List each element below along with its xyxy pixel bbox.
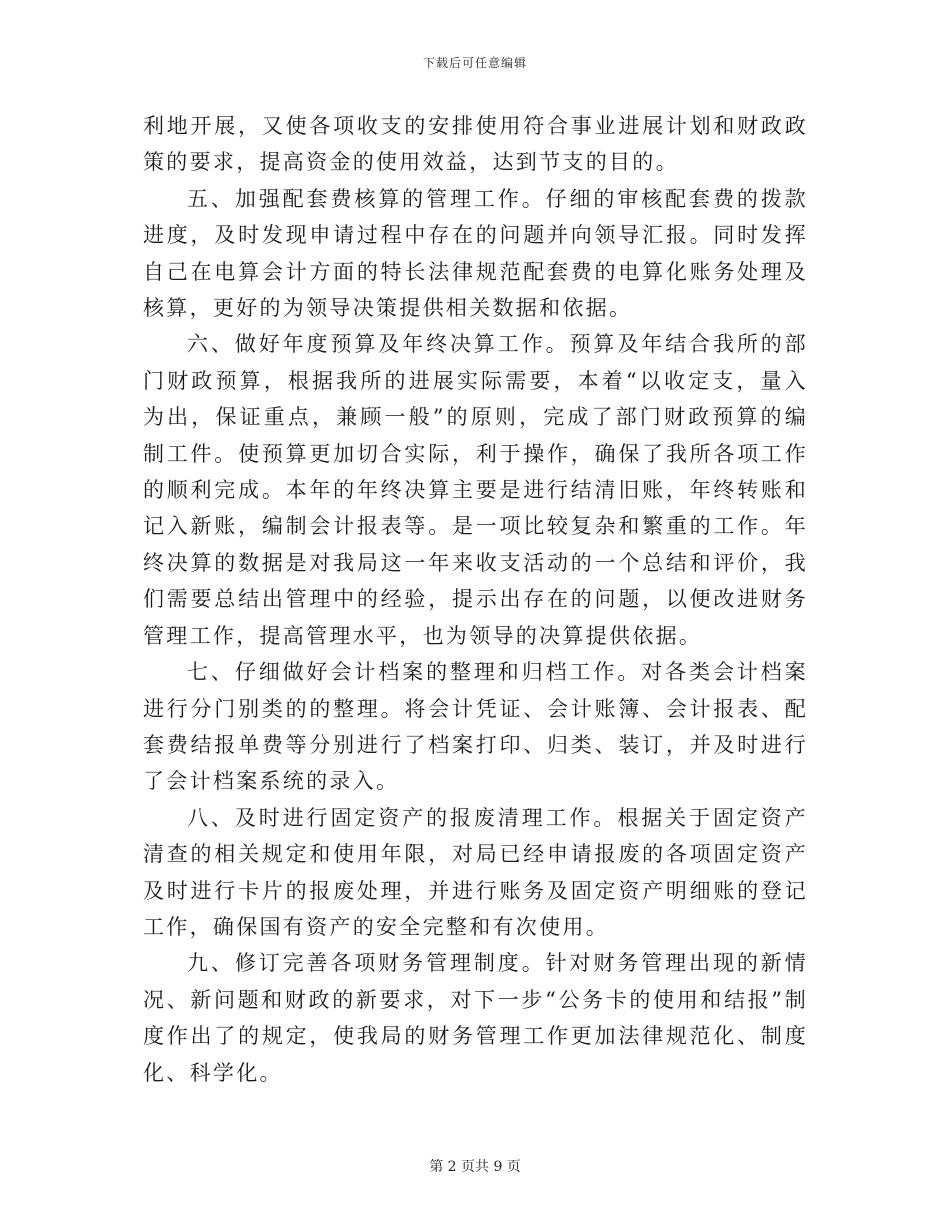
paragraph-section-7: 七、仔细做好会计档案的整理和归档工作。对各类会计档案进行分门别类的的整理。将会计凭证、会计账簿、会计报表、配套费结报单费等分别进行了档案打印、归类、装订，并及时进行了会计档案系统的录入。 [143,660,808,794]
paragraph-section-9: 九、修订完善各项财务管理制度。针对财务管理出现的新情况、新问题和财政的新要求，对下一步“公务卡的使用和结报”制度作出了的规定，使我局的财务管理工作更加法律规范化、制度化、科学化。 [143,951,808,1085]
page-number: 第 2 页共 9 页 [429,1159,521,1175]
paragraph-section-8: 八、及时进行固定资产的报废清理工作。根据关于固定资产清查的相关规定和使用年限，对局已经申请报废的各项固定资产及时进行卡片的报废处理，并进行账务及固定资产明细账的登记工作，确保国有资产的安全完整和有次使用。 [143,805,808,939]
paragraph-section-5: 五、加强配套费核算的管理工作。仔细的审核配套费的拨款进度，及时发现申请过程中存在的问题并向领导汇报。同时发挥自己在电算会计方面的特长法律规范配套费的电算化账务处理及核算，更好的为领导决策提供相关数据和依据。 [143,186,808,321]
page-header: 下载后可任意编辑 [422,56,527,70]
paragraph-continuation: 利地开展，又使各项收支的安排使用符合事业进展计划和财政政策的要求，提高资金的使用效益，达到节支的目的。 [143,114,808,175]
document-body [143,108,808,1091]
paragraph-section-6: 六、做好年度预算及年终决算工作。预算及年结合我所的部门财政预算，根据我所的进展实际需要，本着“以收定支，量入为出，保证重点，兼顾一般”的原则，完成了部门财政预算的编制工件。使预算更加切合实际，利于操作，确保了我所各项工作的顺利完成。本年的年终决算主要是进行结清旧账，年终转账和记入新账，编制会计报表等。是一项比较复杂和繁重的工作。年终决算的数据是对我局这一年来收支活动的一个总结和评价，我们需要总结出管理中的经验，提示出存在的问题，以便改进财务管理工作，提高管理水平，也为领导的决算提供依据。 [143,332,808,648]
